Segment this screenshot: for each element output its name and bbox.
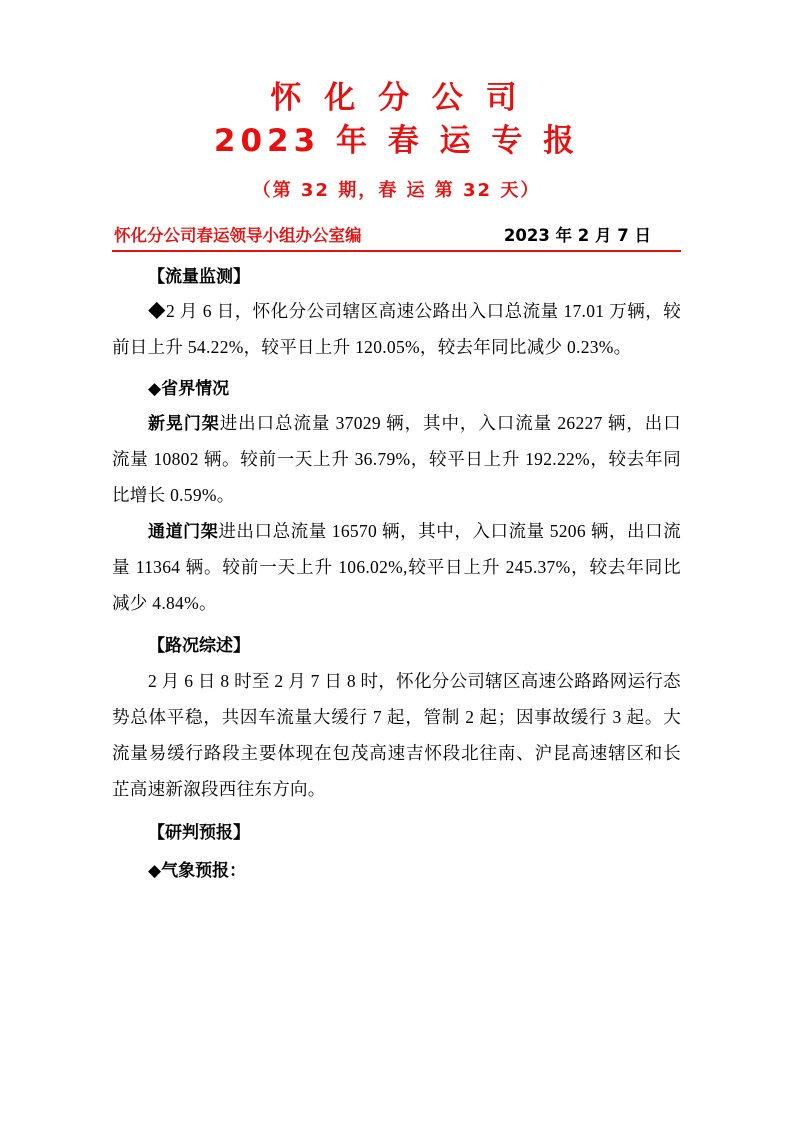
bullet-weather-forecast: ◆气象预报： xyxy=(148,861,247,882)
paragraph-road-conditions: 2 月 6 日 8 时至 2 月 7 日 8 时，怀化分公司辖区高速公路路网运行态势总体平稳，共因车流量大缓行 7 起，管制 2 起；因事故缓行 3 起。大流量易缓行路段主要体现在包茂高速吉怀段北往南、沪昆高速辖区和长芷高速新溆段西往东方向。 xyxy=(112,671,681,799)
issue-date: 2023 年 2 月 7 日 xyxy=(503,225,651,245)
page-title-line1: 怀 化 分 公 司 xyxy=(270,80,523,116)
paragraph-tongdao-gantry xyxy=(112,514,681,622)
paragraph-xinhuang-gantry xyxy=(112,406,681,514)
section-heading-traffic-monitoring: 【流量监测】 xyxy=(148,266,250,287)
page-title-line2: 2023 年 春 运 专 报 xyxy=(213,122,580,159)
lead-tongdao-gantry: 通道门架 xyxy=(148,521,219,542)
paragraph-traffic-monitoring: ◆2 月 6 日，怀化分公司辖区高速公路出入口总流量 17.01 万辆，较前日上升 54.22%，较平日上升 120.05%，较去年同比减少 0.23%。 xyxy=(112,301,681,358)
section-heading-provincial-border: ◆省界情况 xyxy=(148,379,230,400)
lead-xinhuang-gantry: 新晃门架 xyxy=(148,414,220,435)
issuer-row xyxy=(112,222,681,250)
section-heading-forecast: 【研判预报】 xyxy=(148,822,250,843)
text-xinhuang-gantry: 进出口总流量 37029 辆，其中，入口流量 26227 辆，出口流量 10802 辆。较前一天上升 36.79%，较平日上升 192.22%，较去年同比增长 0.59%。 xyxy=(112,413,682,505)
issuer-label: 怀化分公司春运领导小组办公室编 xyxy=(114,225,362,245)
page-subtitle: （第 32 期，春 运 第 32 天） xyxy=(252,179,541,201)
section-heading-road-conditions: 【路况综述】 xyxy=(148,636,250,657)
header-divider xyxy=(112,250,681,252)
text-tongdao-gantry: 进出口总流量 16570 辆，其中，入口流量 5206 辆，出口流量 11364 辆。较前一天上升 106.02%,较平日上升 245.37%，较去年同比减少 4.84%。 xyxy=(112,520,682,613)
